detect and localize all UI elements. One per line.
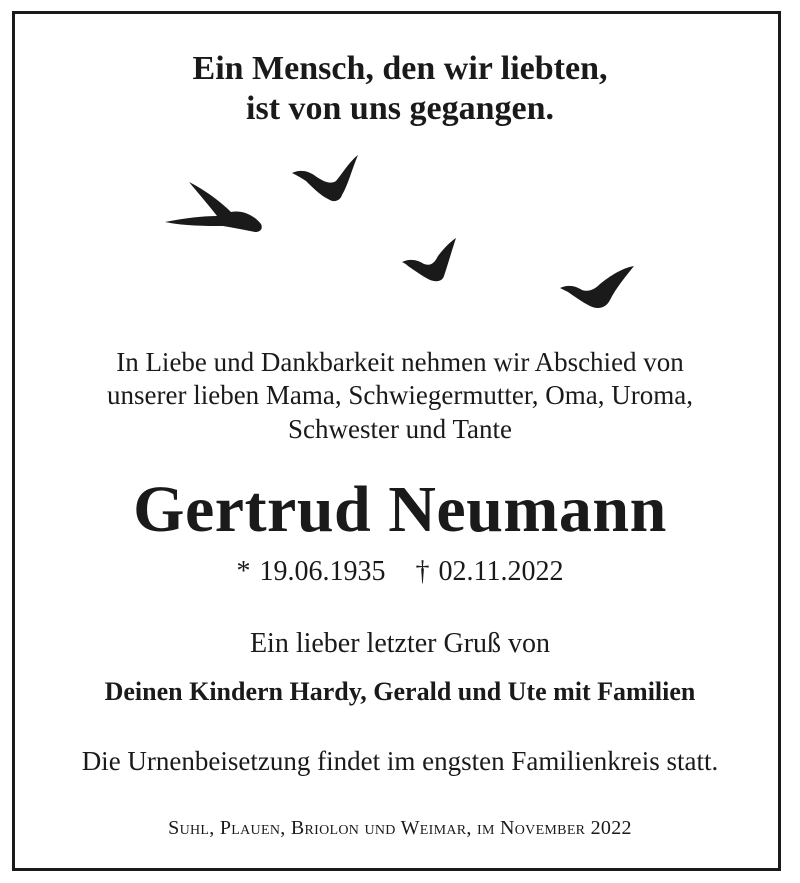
family-signature: Deinen Kindern Hardy, Gerald und Ute mit Familien [104, 677, 696, 706]
goose-icon [292, 155, 358, 201]
heading-line-1: Ein Mensch, den wir liebten, [192, 50, 608, 87]
intro-line-3: Schwester und Tante [287, 414, 513, 444]
place-and-date: Suhl, Plauen, Briolon und Weimar, im November 2022 [168, 817, 632, 839]
heading-line-2: ist von uns gegangen. [246, 90, 554, 127]
intro-line-2: unserer lieben Mama, Schwiegermutter, Oma, Uroma, [107, 380, 693, 410]
life-dates [12, 555, 788, 589]
death-date: † 02.11.2022 [415, 556, 564, 587]
birth-date: * 19.06.1935 [236, 556, 386, 587]
flying-geese-icon [150, 150, 650, 320]
goose-icon [402, 238, 456, 281]
deceased-name: Gertrud Neumann [133, 473, 667, 546]
intro-line-1: In Liebe und Dankbarkeit nehmen wir Abschied von [116, 347, 684, 377]
burial-note: Die Urnenbeisetzung findet im engsten Familienkreis statt. [81, 746, 719, 776]
goose-icon [165, 182, 262, 232]
goose-icon [560, 266, 634, 308]
greeting-text: Ein lieber letzter Gruß von [249, 628, 551, 659]
